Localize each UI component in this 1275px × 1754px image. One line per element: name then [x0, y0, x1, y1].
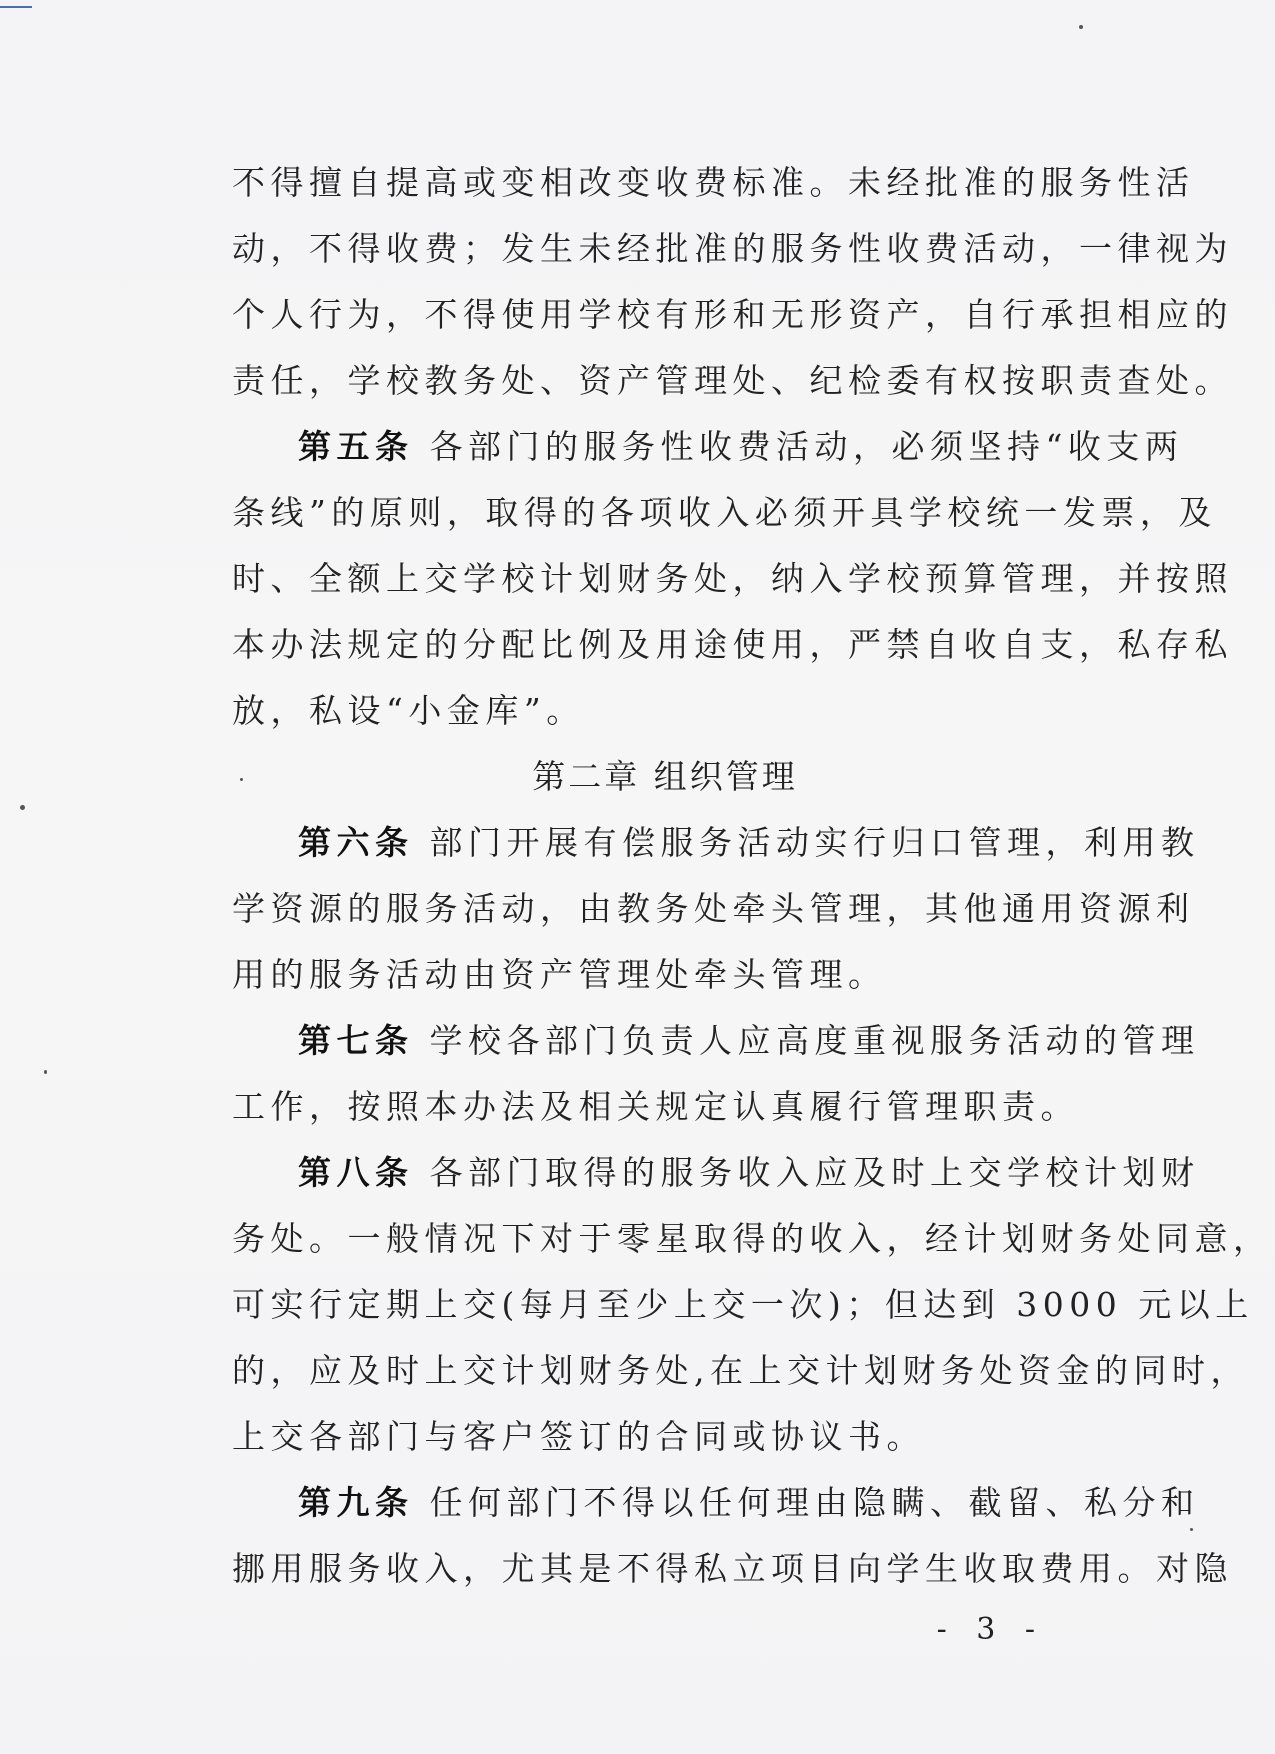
article-7-first-line — [232, 1008, 1200, 1074]
article-6-title: 第六条 — [298, 823, 414, 862]
paragraph-line: 责任，学校教务处、资产管理处、纪检委有权按职责查处。 — [232, 361, 1233, 400]
scan-speck — [44, 1070, 47, 1074]
article-8-line: 上交各部门与客户签订的合同或协议书。 — [232, 1417, 925, 1456]
scan-speck — [20, 805, 25, 810]
paragraph-line: 个人行为，不得使用学校有形和无形资产，自行承担相应的 — [232, 295, 1233, 334]
paragraph-line: 动，不得收费；发生未经批准的服务性收费活动，一律视为 — [232, 229, 1233, 268]
article-8-title: 第八条 — [298, 1153, 414, 1192]
page-number: - 3 - — [936, 1612, 1045, 1647]
article-6-text: 部门开展有偿服务活动实行归口管理，利用教 — [429, 823, 1200, 862]
article-5-line: 本办法规定的分配比例及用途使用，严禁自收自支，私存私 — [232, 625, 1233, 664]
article-7-text: 学校各部门负责人应高度重视服务活动的管理 — [429, 1021, 1200, 1060]
article-5-first-line — [232, 414, 1184, 480]
chapter-title: 第二章 组织管理 — [532, 757, 798, 796]
scan-corner-mark — [0, 6, 32, 8]
article-9-first-line — [232, 1470, 1200, 1536]
article-8-text: 各部门取得的服务收入应及时上交学校计划财 — [429, 1153, 1200, 1192]
article-5-line: 时、全额上交学校计划财务处，纳入学校预算管理，并按照 — [232, 559, 1233, 598]
article-5-text: 各部门的服务性收费活动，必须坚持“收支两 — [429, 427, 1184, 466]
article-9-line: 挪用服务收入，尤其是不得私立项目向学生收取费用。对隐 — [232, 1549, 1233, 1588]
article-8-line: 可实行定期上交(每月至少上交一次)；但达到 3000 元以上 — [232, 1285, 1254, 1324]
article-5-line: 放，私设“小金库”。 — [232, 691, 585, 730]
scan-speck — [1190, 1528, 1193, 1531]
article-8-line: 务处。一般情况下对于零星取得的收入，经计划财务处同意， — [232, 1219, 1272, 1258]
article-6-line: 用的服务活动由资产管理处牵头管理。 — [232, 955, 887, 994]
article-8-first-line — [232, 1140, 1200, 1206]
article-6-line: 学资源的服务活动，由教务处牵头管理，其他通用资源利 — [232, 889, 1195, 928]
scan-speck — [1079, 25, 1083, 29]
document-body — [232, 150, 1272, 1602]
paragraph-line: 不得擅自提高或变相改变收费标准。未经批准的服务性活 — [232, 163, 1195, 202]
article-5-title: 第五条 — [298, 427, 414, 466]
article-5-line: 条线”的原则，取得的各项收入必须开具学校统一发票，及 — [232, 493, 1217, 532]
article-9-title: 第九条 — [298, 1483, 414, 1522]
article-9-text: 任何部门不得以任何理由隐瞒、截留、私分和 — [429, 1483, 1200, 1522]
article-7-title: 第七条 — [298, 1021, 414, 1060]
article-8-line: 的，应及时上交计划财务处,在上交计划财务处资金的同时， — [232, 1351, 1249, 1390]
article-6-first-line — [232, 810, 1200, 876]
article-7-line: 工作，按照本办法及相关规定认真履行管理职责。 — [232, 1087, 1079, 1126]
